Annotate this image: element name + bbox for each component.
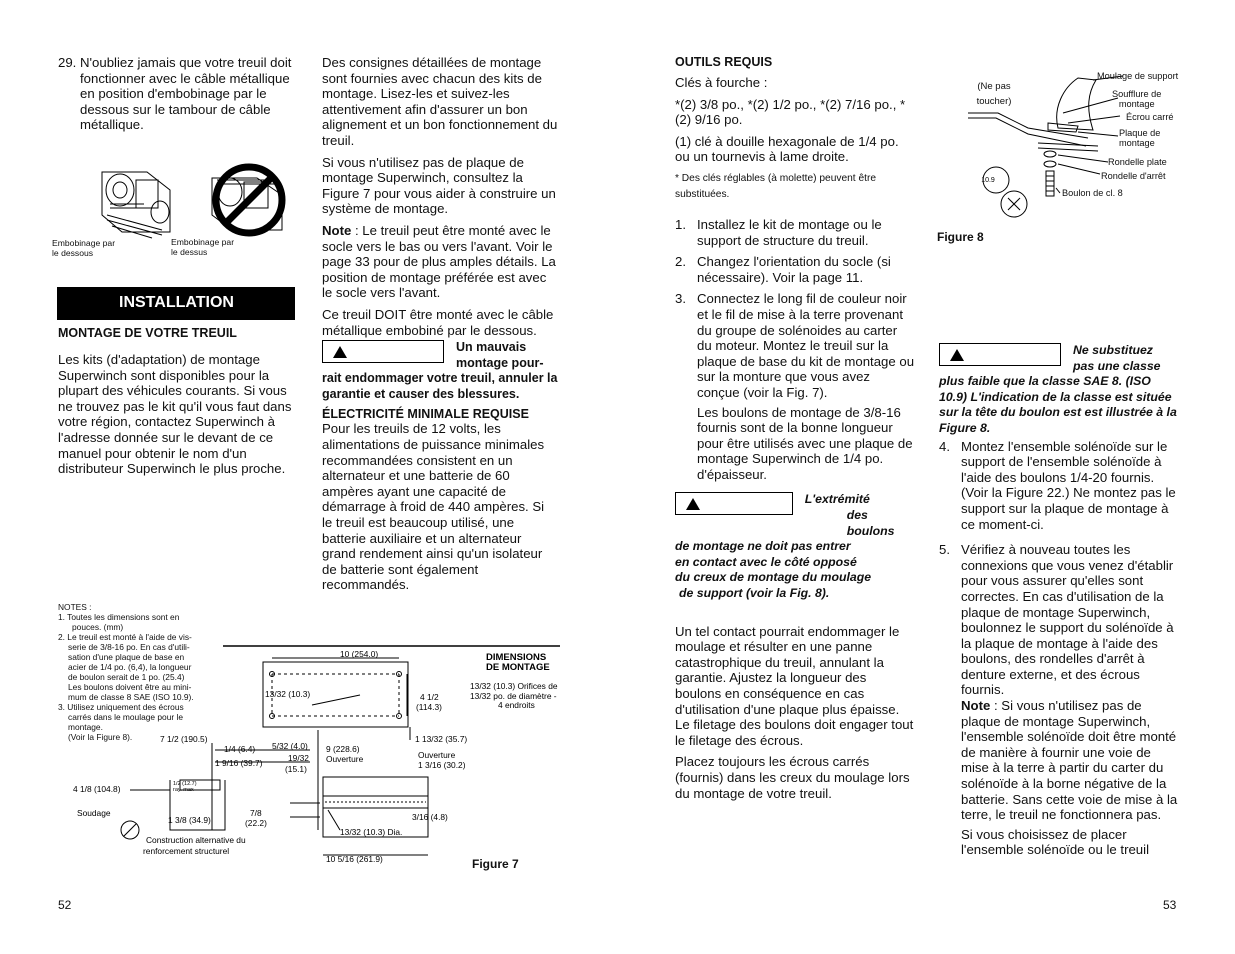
warning-box xyxy=(675,492,793,515)
fig8-moulage: Moulage de support xyxy=(1097,71,1179,81)
dim-11332: 1 13/32 (35.7) xyxy=(415,734,468,744)
right-column-1 xyxy=(675,55,915,807)
step-3-continued: Les boulons de montage de 3/8-16 fournis sont de la bonne longueur pour être utilisés avec une plaque de montage Superwinch de 1/4 po. d'épaisseur. xyxy=(697,404,913,482)
fig8-rondelle-arret: Rondelle d'arrêt xyxy=(1101,171,1166,181)
left-column-2 xyxy=(322,55,558,599)
fig8-plaque: Plaque de montage xyxy=(1119,128,1161,148)
dim-ouv2: Ouverture xyxy=(418,750,456,760)
must-mount-text: Ce treuil DOIT être monté avec le câble métallique embobiné par le dessous. xyxy=(322,306,554,338)
dim-78mm: (22.2) xyxy=(245,818,267,828)
svg-text:4 endroits: 4 endroits xyxy=(498,700,535,710)
figure7-holes-note xyxy=(470,681,558,710)
steps-list-2 xyxy=(939,439,1179,823)
dim-14: 1/4 (6.4) xyxy=(224,744,256,754)
mounting-kits-text: Les kits (d'adaptation) de montage Superwinch sont disponibles pour la plupart des véhicules courants. Si vous ne trouvez pas le kit qu'il vous faut dans votre région, contactez Superwinch à l'adresse donnée sur le devant de ce manuel pour obtenir le nom d'un distributeur Superwinch le plus proche. xyxy=(58,352,292,477)
dim-316: 3/16 (4.8) xyxy=(412,812,448,822)
electrical-text: Pour les treuils de 12 volts, les alimentations de puissance minimales recommandées consistent en un alternateur et une batterie de 60 ampères ayant une capacité de démarrage à froid de 440 ampères. Si le treuil est beaucoup utilisé, une batterie auxiliaire et un alternateur grand rendement ainsi qu'un isolateur de batterie sont également recommandés. xyxy=(322,421,545,593)
step-3: 3. Connectez le long fil de couleur noir et le fil de mise à la terre provenant du groupe de solénoides au carter du moteur. Montez le treuil sur la plaque de base du kit de montage ou sur la monture que vous avez conçue (voir la Fig. 7). xyxy=(675,291,915,400)
warning-triangle-icon xyxy=(950,349,964,361)
dim-10516: 10 5/16 (261.9) xyxy=(326,854,383,864)
electrical-heading: ÉLECTRICITÉ MINIMALE REQUISE xyxy=(322,407,529,422)
square-nuts-text: Placez toujours les écrous carrés (fournis) dans les creux du moulage lors du montage de votre treuil. xyxy=(675,754,910,801)
tools-hex: (1) clé à douille hexagonale de 1/4 po. ou un tournevis à lame droite. xyxy=(675,133,899,165)
fig8-ecrou: Écrou carré xyxy=(1126,112,1174,122)
page-number-left: 52 xyxy=(58,898,72,912)
figure8-caption: Figure 8 xyxy=(937,230,984,244)
dim-1332dia: 13/32 (10.3) Dia. xyxy=(340,827,403,837)
instructions-text: Des consignes détaillées de montage sont fournies avec chacun des kits de montage. Lisez-les et suivez-les attentivement afin d'assurer un bon alignement et un bon fonctionnement du treuil. xyxy=(322,55,558,148)
label-overwound: Embobinage par le dessus xyxy=(171,237,235,257)
figure7-ref-text: Si vous n'utilisez pas de plaque de montage Superwinch, consultez la Figure 7 pour vous aider à construire un système de montage. xyxy=(322,154,556,217)
dim-10: 10 (254.0) xyxy=(340,649,379,659)
svg-text:DE MONTAGE: DE MONTAGE xyxy=(486,662,550,673)
step-2: 2. Changez l'orientation du socle (si nécessaire). Voir la page 11. xyxy=(675,254,891,285)
right-column-2 xyxy=(939,343,1179,864)
section-heading: MONTAGE DE VOTRE TREUIL xyxy=(58,326,237,340)
dim-1932: 19/32 xyxy=(288,753,309,763)
dim-412mm: (114.3) xyxy=(416,702,442,712)
figure7-title xyxy=(486,652,550,673)
warning-triangle-icon xyxy=(686,498,700,510)
fig8-rondelle-plate: Rondelle plate xyxy=(1108,157,1167,167)
dim-1332: 13/32 (10.3) xyxy=(265,689,311,699)
dim-12r: 1/2 (12.7) xyxy=(173,781,197,787)
dim-418: 4 1/8 (104.8) xyxy=(73,784,121,794)
svg-text:13/32 (10.3) Orifices de: 13/32 (10.3) Orifices de xyxy=(470,681,558,691)
dim-1316: 1 3/16 (30.2) xyxy=(418,760,466,770)
contact-text: Un tel contact pourrait endommager le moulage et résulter en une panne catastrophique du treuil, annulant la garantie. Ajustez la longueur des boulons en conséquence en cas d'utilisation d'une plaque plus épaisse. Le filetage des boulons doit engager tout le filetage des écrous. xyxy=(675,623,914,748)
tools-sizes: *(2) 3/8 po., *(2) 1/2 po., *(2) 7/16 po., *(2) 9/16 po. xyxy=(675,96,906,128)
dim-412: 4 1/2 xyxy=(420,692,439,702)
installation-banner: INSTALLATION xyxy=(57,287,295,320)
dim-78: 7/8 xyxy=(250,808,262,818)
left-column-1 xyxy=(58,55,298,139)
step-4: 4. Montez l'ensemble solénoïde sur le support de l'ensemble solénoïde à l'aide des boulons 1/4-20 fournis. (Voir la Figure 22.) Ne montez pas le support sur la plaque de montage à ce moment-ci. xyxy=(939,438,1176,532)
left-column-1b xyxy=(58,326,298,483)
fig8-no-touch: (Ne pas toucher) xyxy=(976,81,1012,107)
note-paragraph: Note : Le treuil peut être monté avec le socle vers le bas ou vers l'avant. Voir le page 33 pour de plus amples détails. La position de montage préférée est avec le socle vers l'avant. xyxy=(322,222,556,301)
warning-triangle-icon xyxy=(333,346,347,358)
step-1: 1. Installez le kit de montage ou le support de structure du treuil. xyxy=(675,216,882,248)
step-5-last: Si vous choisissez de placer l'ensemble solénoïde ou le treuil xyxy=(961,826,1149,858)
tools-heading: OUTILS REQUIS xyxy=(675,55,773,69)
dim-712: 7 1/2 (190.5) xyxy=(160,734,208,744)
figure7-drawing xyxy=(60,640,560,870)
label-underwound: Embobinage par le dessous xyxy=(52,238,116,258)
page-number-right: 53 xyxy=(1163,898,1177,912)
tools-note: * Des clés réglables (à molette) peuvent être substituées. xyxy=(675,172,877,200)
dim-138: 1 3/8 (34.9) xyxy=(168,815,211,825)
dim-9: 9 (228.6) xyxy=(326,744,360,754)
svg-text:DIMENSIONS: DIMENSIONS xyxy=(486,652,547,663)
warning-block-1: Un mauvais montage pour- rait endommager votre treuil, annuler la garantie et causer des blessures. xyxy=(322,340,558,401)
winch-under-drawing xyxy=(102,172,170,238)
dim-rmax: ray. max xyxy=(173,787,194,793)
warning-block-2: L'extrémité des boulons de montage ne doit pas entrer en contact avec le côté opposé du creux de montage du moulage de support (voir la Fig. 8). xyxy=(675,492,895,601)
alt-a: Construction alternative du xyxy=(146,835,246,845)
label-soudage: Soudage xyxy=(77,808,111,818)
warning-box xyxy=(939,343,1061,366)
figure7-notes: NOTES : 1. Toutes les dimensions sont en pouces. (mm) 2. Le treuil est monté à l'aide de vis- serie de 3/8-16 po. En cas d'utili- sation d'une plaque de base en acier de 1/4 po. (6,4), la longueur de boulon serait de 1 po. (25.4) Les boulons doivent être au mini- mum de classe 8 SAE (ISO 10.9). 3. Utilisez uniquement des écrous carrés dans le moulage pour le montage. (Voir la Figure 8). xyxy=(58,602,194,742)
item-29: 29. N'oubliez jamais que votre treuil doit fonctionner avec le câble métallique en position d'embobinage par le dessous sur le tambour de câble métallique. xyxy=(58,55,292,133)
tools-wrenches: Clés à fourche : xyxy=(675,75,768,90)
step-5: 5. Vérifiez à nouveau toutes les connexions que vous venez d'établir pour vous assurer qu'elles sont correctes. En cas d'utilisation de la plaque de montage Superwinch, boulonnez le support du solénoïde à la plaque de montage à l'aide des boulons, des rondelles d'arrêt à denture externe, et des écrous fournis. Note : Si vous n'utilisez pas de plaque de montage Superwinch, l'ensemble solénoïde doit être monté de manière à fournir une voie de mise à la terre à partir du carter du solénoïde à la borne négative de la batterie. Sans cette voie de mise à la terre, le treuil ne fonctionnera pas. xyxy=(939,542,1178,823)
dim-1916: 1 9/16 (39.7) xyxy=(215,758,263,768)
figure7-caption: Figure 7 xyxy=(472,857,519,871)
class-mark: 10.9 xyxy=(981,177,995,184)
warning-block-3: Ne substituez pas une classe plus faible que la classe SAE 8. (ISO 10.9) L'indication de la classe est située sur la tête du boulon est est illustrée à la Figure 8. xyxy=(939,343,1177,435)
svg-text:13/32 po. de diamètre -: 13/32 po. de diamètre - xyxy=(470,691,557,701)
fig8-boulon: Boulon de cl. 8 xyxy=(1062,188,1123,198)
dim-ouv: Ouverture xyxy=(326,754,364,764)
warning-box xyxy=(322,340,444,363)
steps-list xyxy=(675,217,915,401)
prohibited-icon xyxy=(216,167,282,233)
dim-532: 5/32 (4.0) xyxy=(272,741,308,751)
fig8-soufflure: Soufflure de montage xyxy=(1112,89,1162,109)
dim-1932mm: (15.1) xyxy=(285,764,307,774)
alt-b: renforcement structurel xyxy=(143,846,230,856)
